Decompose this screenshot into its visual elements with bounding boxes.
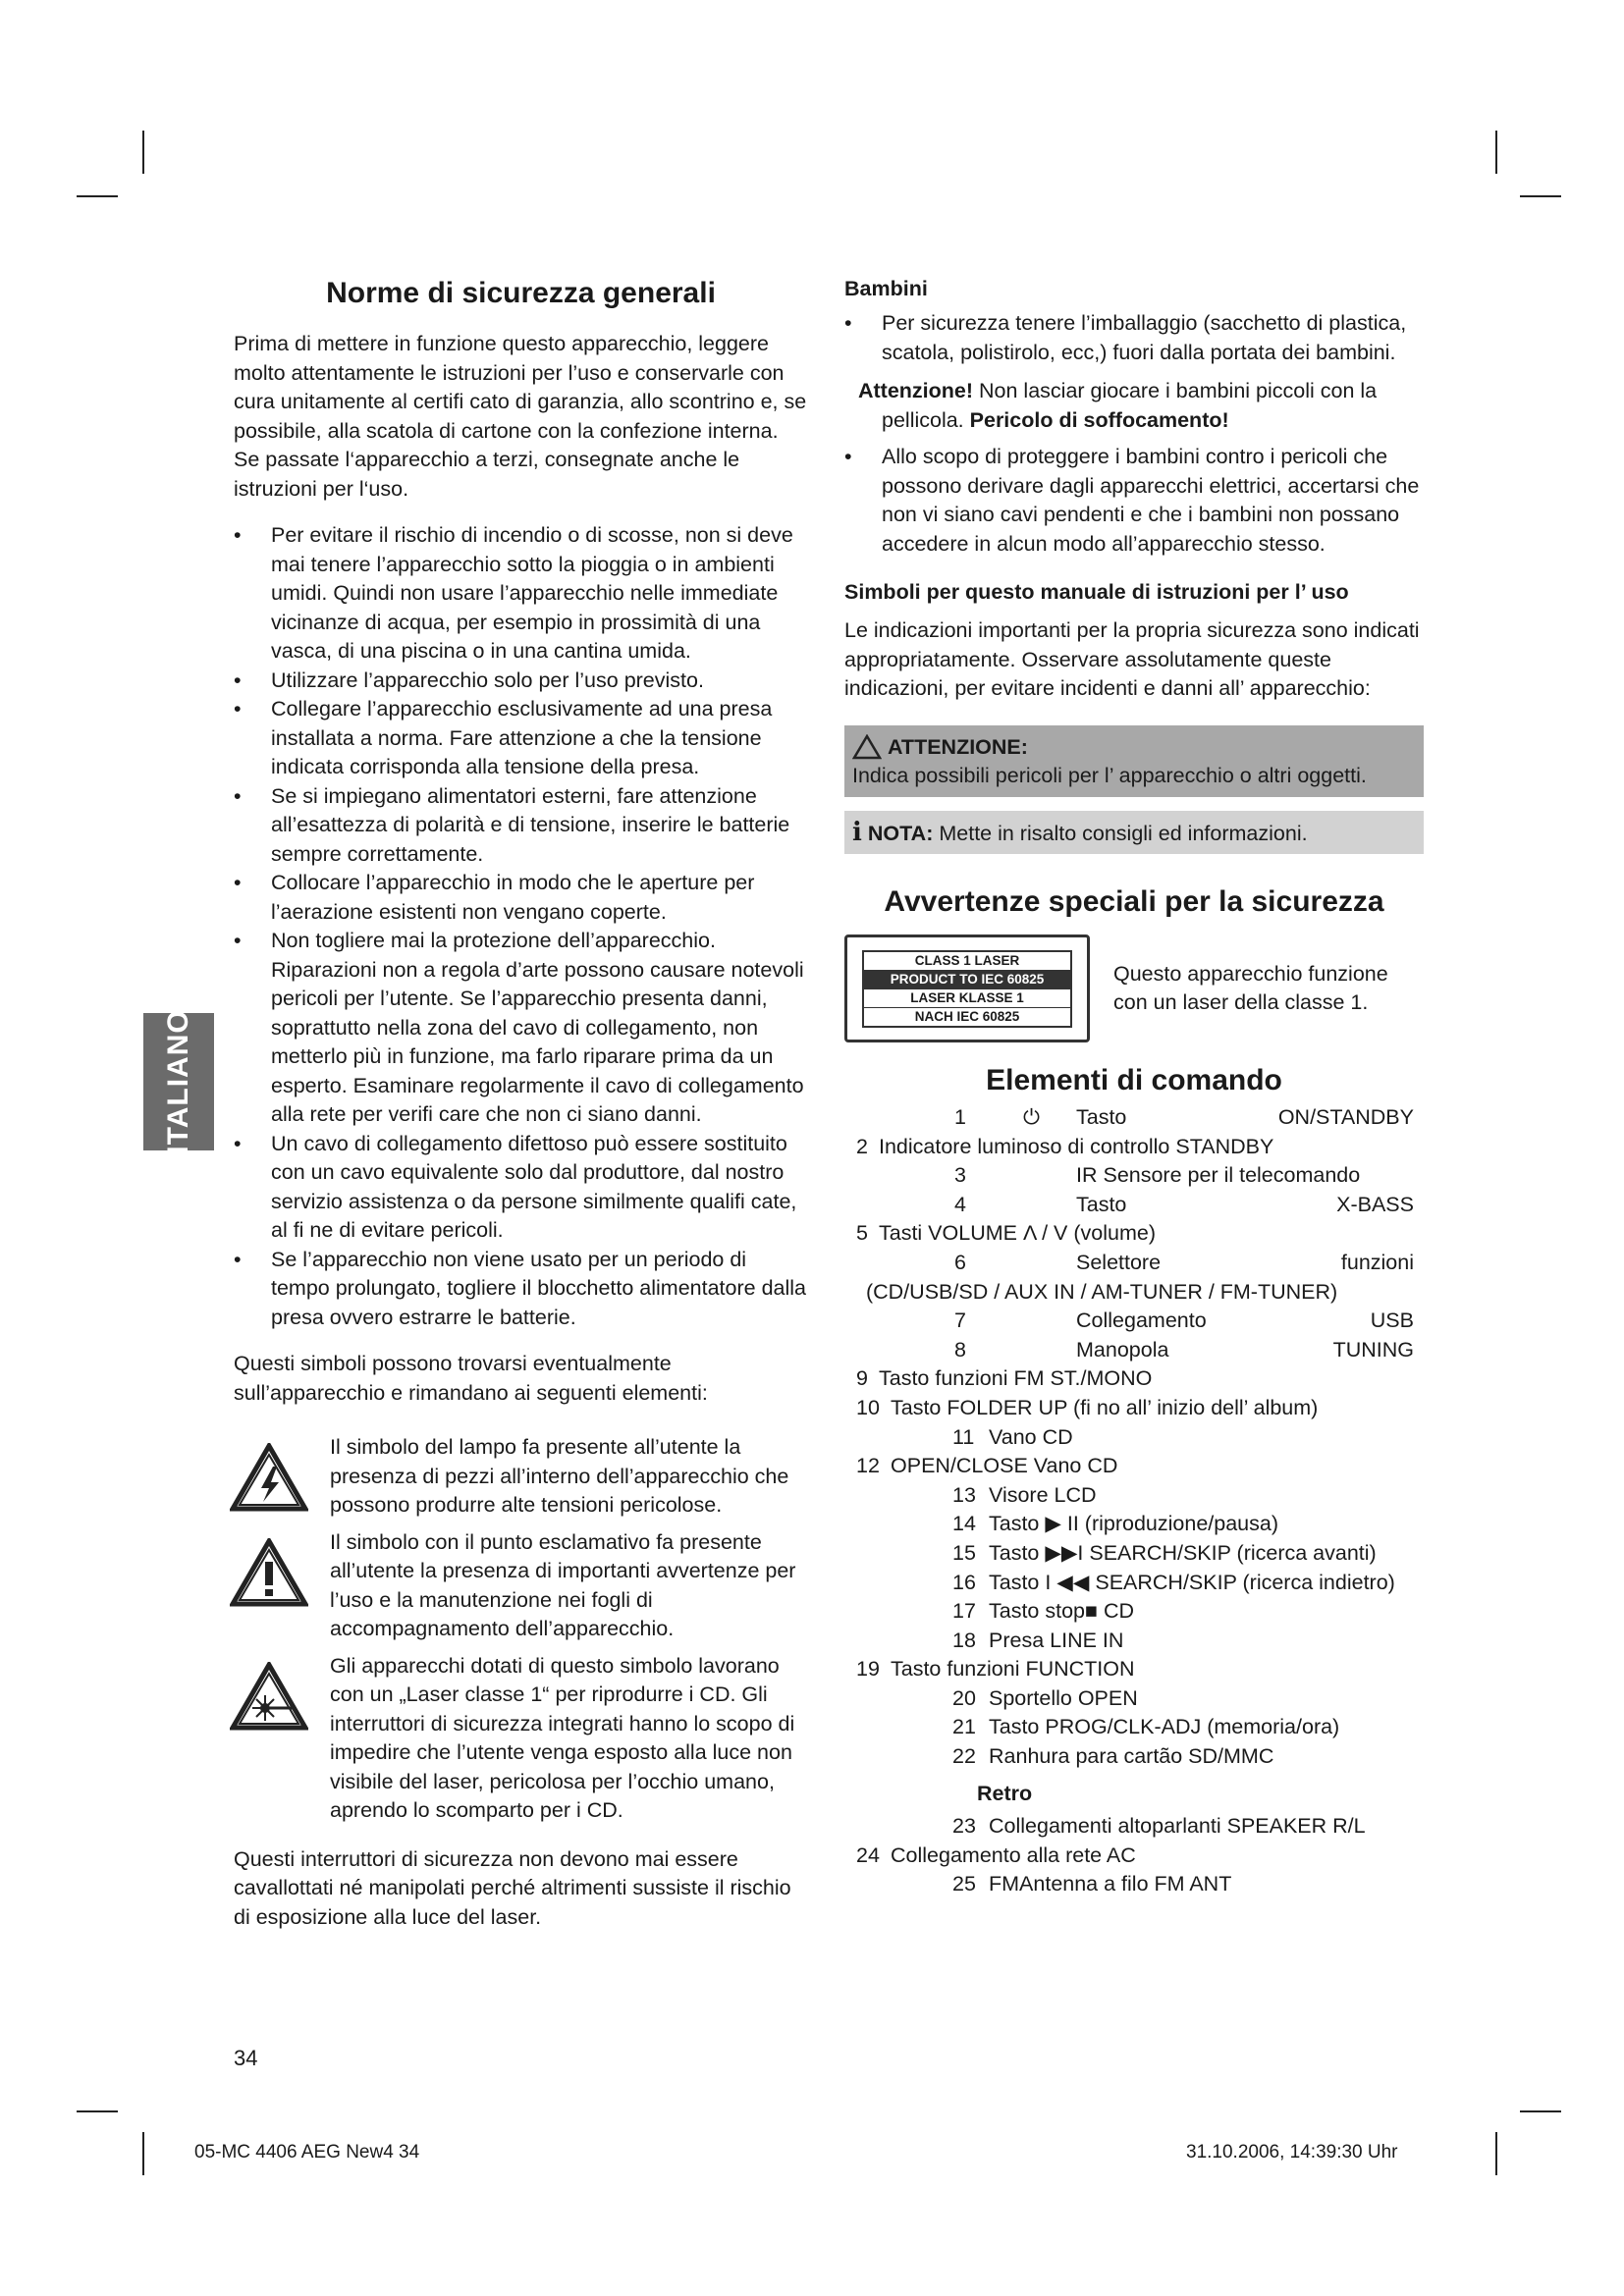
note-label: NOTA: — [867, 821, 934, 845]
exclamation-warning-icon — [230, 1538, 308, 1607]
control-item — [844, 1249, 1424, 1278]
control-description: Collegamento alla rete AC — [891, 1842, 1136, 1867]
control-number: 4 — [954, 1192, 966, 1216]
control-item — [844, 1103, 1424, 1133]
symbol-row-laser — [234, 1652, 808, 1826]
control-number: 18 — [952, 1628, 976, 1652]
control-item — [844, 1870, 1424, 1899]
control-description: FMAntenna a filo FM ANT — [989, 1872, 1232, 1896]
control-item — [844, 1481, 1424, 1511]
info-icon: i — [852, 817, 862, 847]
control-description: Tasto ▶ II (riproduzione/pausa) — [989, 1512, 1278, 1536]
control-item — [844, 1364, 1424, 1394]
section-title-safety: Norme di sicurezza generali — [326, 277, 716, 309]
symbol-text: Il simbolo del lampo fa presente all’utente la presenza di pezzi all’interno dell’apparecchio che possono produrre alte tensioni pericolose. — [330, 1435, 789, 1517]
control-number: 23 — [952, 1814, 976, 1839]
control-description: Vano CD — [989, 1424, 1073, 1449]
controls-list — [844, 1103, 1424, 1772]
control-number: 3 — [954, 1163, 966, 1188]
symbol-row-exclamation — [234, 1528, 808, 1644]
attention-paragraph — [858, 377, 1424, 435]
control-description: Tasto funzioni FUNCTION — [891, 1657, 1135, 1682]
intro-paragraph: Prima di mettere in funzione questo apparecchio, leggere molto attentamente le istruzioni per l’uso e conservarle con cura unitamente al certifi cato di garanzia, allo scontrino e, se possibile, alla scatola di cartone con la confezione interna. Se passate l‘apparecchio a terzi, consegnate anche le istruzioni per l‘uso. — [234, 332, 807, 501]
control-item — [844, 1655, 1424, 1684]
control-item — [844, 1161, 1424, 1191]
control-number: 7 — [954, 1308, 966, 1333]
warning-triangle-icon — [852, 734, 882, 760]
control-label: Tasto — [1076, 1192, 1127, 1216]
bambini-heading: Bambini — [844, 277, 928, 300]
footer-timestamp: 31.10.2006, 14:39:30 Uhr — [1186, 2142, 1398, 2163]
list-item: • Se l’apparecchio non viene usato per un periodo di tempo prolungato, togliere il blocchetto alimentatore dalla presa ovvero estrarre le batterie. — [234, 1246, 808, 1333]
attention-label: Attenzione! — [858, 379, 974, 402]
note-text: Mette in risalto consigli ed informazioni. — [933, 821, 1308, 845]
symbol-text: Gli apparecchi dotati di questo simbolo lavorano con un „Laser classe 1“ per riprodurre i CD. Gli interruttori di sicurezza integrati hanno lo scopo di impedire che l’utente venga esposto alla luce non visibile del laser, pericolosa per l’occhio umano, aprendo lo scomparto per i CD. — [330, 1653, 795, 1822]
control-item — [844, 1569, 1424, 1598]
control-item — [844, 1684, 1424, 1714]
control-description: Tasto FOLDER UP (fi no all’ inizio dell’ album) — [891, 1395, 1319, 1419]
page-number: 34 — [234, 2046, 258, 2070]
control-description: Tasto funzioni FM ST./MONO — [879, 1366, 1153, 1391]
control-number: 25 — [952, 1872, 976, 1896]
control-number: 2 — [856, 1134, 868, 1158]
warning-box — [844, 725, 1424, 797]
control-item — [844, 1713, 1424, 1742]
list-item: • Collocare l’apparecchio in modo che le aperture per l’aerazione esistenti non vengano coperte. — [234, 869, 808, 927]
warning-text: Indica possibili pericoli per l’ apparecchio o altri oggetti. — [852, 764, 1367, 787]
control-number: 24 — [856, 1842, 880, 1867]
crop-mark — [1495, 131, 1497, 174]
retro-list — [844, 1812, 1424, 1899]
list-item: • Se si impiegano alimentatori esterni, fare attenzione all’esattezza di polarità e di tensione, inserire le batterie sempre correttamente. — [234, 782, 808, 870]
control-number: 5 — [856, 1221, 868, 1246]
control-description: Visore LCD — [989, 1482, 1097, 1507]
symbol-text: Il simbolo con il punto esclamativo fa presente all’utente la presenza di importanti avvertenze per l’uso e la manutenzione nei fogli di accompagnamento dell’apparecchio. — [330, 1529, 796, 1640]
control-label: Selettore — [1076, 1250, 1162, 1274]
control-number: 1 — [954, 1105, 966, 1129]
crop-mark — [142, 2132, 144, 2175]
control-item — [844, 1394, 1424, 1423]
control-function: funzioni — [1340, 1250, 1414, 1274]
laser-text: Questo apparecchio funzione con un laser della classe 1. — [1113, 961, 1388, 1014]
list-item: • Per sicurezza tenere l’imballaggio (sacchetto di plastica, scatola, polistirolo, ecc,) fuori dalla portata dei bambini. — [844, 309, 1424, 367]
warning-label: ATTENZIONE: — [888, 734, 1028, 759]
control-number: 16 — [952, 1570, 976, 1594]
control-description: Tasto I ◀◀ SEARCH/SKIP (ricerca indietro) — [989, 1570, 1395, 1594]
closing-paragraph: Questi interruttori di sicurezza non devono mai essere cavallottati né manipolati perché altrimenti sussiste il rischio di esposizione alla luce del laser. — [234, 1846, 791, 1929]
symbol-row-lightning — [234, 1433, 808, 1521]
laser-warning-icon — [230, 1662, 308, 1731]
bambini-list-2 — [844, 443, 1424, 559]
power-icon: ⏻ — [1023, 1105, 1041, 1129]
laser-label-line: CLASS 1 LASER — [864, 952, 1070, 971]
crop-mark — [1520, 2110, 1561, 2112]
control-number: 11 — [952, 1424, 975, 1449]
crop-mark — [1520, 195, 1561, 197]
control-function: TUNING — [1332, 1337, 1414, 1362]
control-number: 12 — [856, 1454, 880, 1478]
control-description: Sportello OPEN — [989, 1685, 1138, 1710]
crop-mark — [77, 2110, 118, 2112]
attention-strong: Pericolo di soffocamento! — [969, 407, 1229, 432]
section-title-controls: Elementi di comando — [986, 1064, 1282, 1096]
simboli-paragraph: Le indicazioni importanti per la propria sicurezza sono indicati appropriatamente. Osservare assolutamente queste indicazioni, per evitare incidenti e danni all’ apparecchio: — [844, 618, 1420, 700]
control-item — [844, 1278, 1424, 1308]
crop-mark — [1495, 2132, 1497, 2175]
control-description: Tasto PROG/CLK-ADJ (memoria/ora) — [989, 1715, 1340, 1739]
control-function: USB — [1370, 1308, 1414, 1333]
control-item — [844, 1842, 1424, 1871]
laser-label-line: LASER KLASSE 1 — [864, 989, 1070, 1008]
control-item — [844, 1452, 1424, 1481]
control-description: OPEN/CLOSE Vano CD — [891, 1454, 1118, 1478]
control-item — [844, 1191, 1424, 1220]
control-item — [844, 1133, 1424, 1162]
control-number: 14 — [952, 1512, 976, 1536]
control-number: 19 — [856, 1657, 880, 1682]
bambini-list — [844, 309, 1424, 367]
control-description: (CD/USB/SD / AUX IN / AM-TUNER / FM-TUNER) — [866, 1279, 1338, 1304]
control-number: 15 — [952, 1540, 976, 1565]
control-item — [844, 1742, 1424, 1772]
control-number: 6 — [954, 1250, 966, 1274]
language-tab-label: ITALIANO — [162, 1009, 194, 1154]
control-label: Collegamento — [1076, 1308, 1207, 1333]
control-number: 20 — [952, 1685, 976, 1710]
control-description: IR Sensore per il telecomando — [1076, 1163, 1361, 1188]
control-function: X-BASS — [1336, 1192, 1414, 1216]
control-item — [844, 1812, 1424, 1842]
retro-heading — [977, 1780, 1424, 1809]
control-function: ON/STANDBY — [1277, 1105, 1414, 1129]
language-tab — [143, 1009, 214, 1154]
control-description: Tasti VOLUME Λ / V (volume) — [879, 1221, 1156, 1246]
list-item: • Non togliere mai la protezione dell’apparecchio. Riparazioni non a regola d’arte possono causare notevoli pericoli per l’utente. Se l’apparecchio presenta danni, soprattutto nella zona del cavo di collegamento, non metterlo più in funzione, ma farlo riparare prima da un esperto. Esaminare regolarmente il cavo di collegamento alla rete per verifi care che non ci siano danni. — [234, 927, 808, 1130]
control-item — [844, 1627, 1424, 1656]
crop-mark — [142, 131, 144, 174]
symbols-intro: Questi simboli possono trovarsi eventualmente sull’apparecchio e rimandano ai seguenti elementi: — [234, 1352, 708, 1405]
control-description: Collegamenti altoparlanti SPEAKER R/L — [989, 1814, 1366, 1839]
control-number: 8 — [954, 1337, 966, 1362]
attention-text: Non lasciar giocare i bambini piccoli con la pellicola. — [882, 379, 1378, 432]
control-item — [844, 1219, 1424, 1249]
list-item: • Per evitare il rischio di incendio o di scosse, non si deve mai tenere l’apparecchio sotto la pioggia o in ambienti umidi. Quindi non usare l’apparecchio nelle immediate vicinanze di acqua, per esempio in prossimità di una vasca, di una piscina o in una cantina umida. — [234, 521, 808, 667]
list-item: • Utilizzare l’apparecchio solo per l’uso previsto. — [234, 667, 808, 696]
control-description: Indicatore luminoso di controllo STANDBY — [879, 1134, 1274, 1158]
retro-label: Retro — [977, 1781, 1033, 1805]
control-description: Tasto stop■ CD — [989, 1599, 1135, 1624]
control-label: Manopola — [1076, 1337, 1169, 1362]
note-box — [844, 811, 1424, 855]
crop-mark — [77, 195, 118, 197]
laser-label-line: NACH IEC 60825 — [914, 1008, 1020, 1024]
left-column — [234, 275, 808, 1932]
control-description: Presa LINE IN — [989, 1628, 1124, 1652]
section-title-special: Avvertenze speciali per la sicurezza — [884, 885, 1384, 918]
control-number: 22 — [952, 1744, 976, 1769]
laser-class-row — [844, 934, 1424, 1042]
control-number: 9 — [856, 1366, 868, 1391]
control-number: 10 — [856, 1395, 880, 1419]
control-item — [844, 1307, 1424, 1336]
laser-label-line: PRODUCT TO IEC 60825 — [864, 971, 1070, 989]
control-item — [844, 1423, 1424, 1453]
control-description: Tasto ▶▶I SEARCH/SKIP (ricerca avanti) — [989, 1540, 1377, 1565]
control-item — [844, 1510, 1424, 1539]
control-item — [844, 1597, 1424, 1627]
list-item: • Allo scopo di proteggere i bambini contro i pericoli che possono derivare dagli apparecchi elettrici, accertarsi che non vi siano cavi pendenti e che i bambini non possano accedere in alcun modo all’apparecchio stesso. — [844, 443, 1424, 559]
simboli-heading: Simboli per questo manuale di istruzioni per l’ uso — [844, 580, 1349, 604]
control-item — [844, 1539, 1424, 1569]
list-item: • Collegare l’apparecchio esclusivamente ad una presa installata a norma. Fare attenzione a che la tensione indicata corrisponda alla tensione della presa. — [234, 695, 808, 782]
control-number: 13 — [952, 1482, 976, 1507]
lightning-warning-icon — [230, 1443, 308, 1512]
control-description: Ranhura para cartão SD/MMC — [989, 1744, 1274, 1769]
footer-print-info: 05-MC 4406 AEG New4 34 — [194, 2142, 420, 2163]
control-number: 21 — [952, 1715, 976, 1739]
control-number: 17 — [952, 1599, 976, 1624]
list-item: • Un cavo di collegamento difettoso può essere sostituito con un cavo equivalente solo dal produttore, dal nostro servizio assistenza o da persone similmente qualifi cate, al fi ne di evitare pericoli. — [234, 1130, 808, 1246]
safety-list — [234, 521, 808, 1332]
control-item — [844, 1336, 1424, 1365]
laser-class-label — [844, 934, 1090, 1042]
control-label: Tasto — [1076, 1105, 1127, 1129]
right-column — [844, 275, 1424, 1899]
